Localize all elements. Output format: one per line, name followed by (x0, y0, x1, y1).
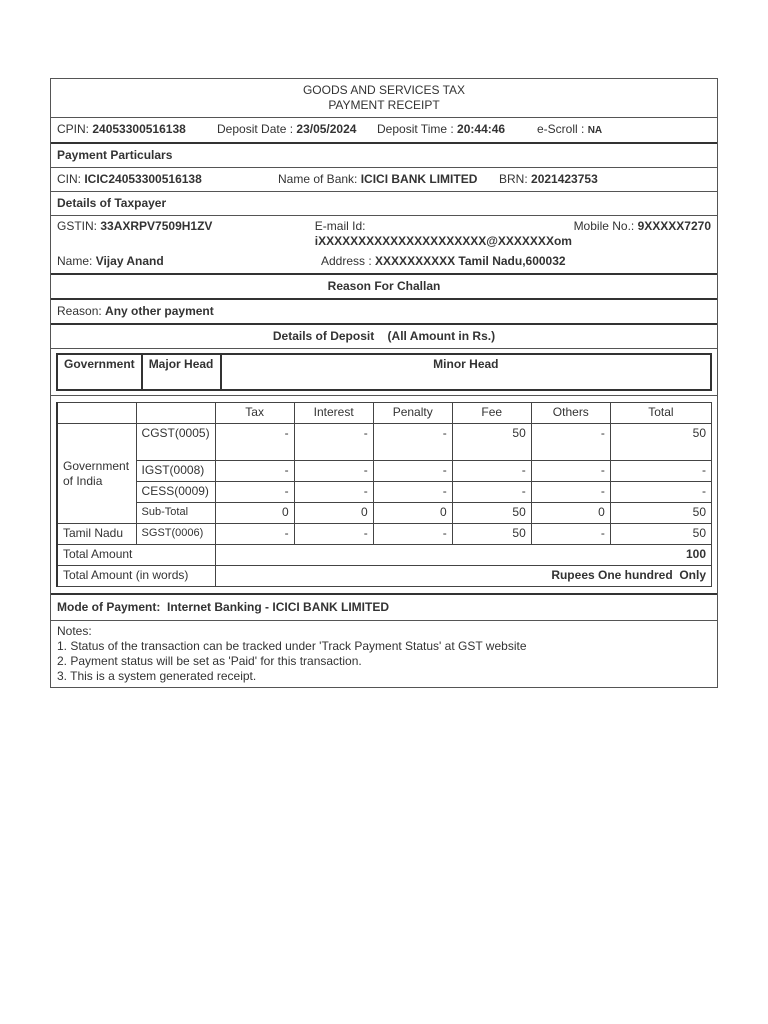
note-item: 3. This is a system generated receipt. (57, 669, 257, 683)
reason-value: Any other payment (105, 304, 214, 318)
cell: 50 (610, 503, 711, 524)
cell: - (373, 524, 452, 545)
mode-label: Mode of Payment: (57, 600, 161, 614)
deposit-table (56, 402, 712, 587)
empty-cell (136, 403, 215, 424)
table-row (57, 482, 712, 503)
table-row (57, 524, 712, 545)
cpin-field: CPIN: 24053300516138 (57, 122, 186, 136)
cell: - (215, 524, 294, 545)
gov-of-india-cell (57, 424, 136, 524)
total-words-row (57, 566, 712, 587)
cell: - (294, 461, 373, 482)
deposit-title: Details of Deposit (All Amount in Rs.) (51, 325, 717, 349)
cell: - (215, 482, 294, 503)
cin-field: CIN: ICIC24053300516138 (57, 172, 202, 186)
email-field: E-mail Id: iXXXXXXXXXXXXXXXXXXXXX@XXXXXXXom (314, 219, 572, 248)
cell: - (215, 461, 294, 482)
col-others: Others (531, 403, 610, 424)
cell: 50 (452, 524, 531, 545)
col-tax: Tax (215, 403, 294, 424)
address-field: Address : XXXXXXXXXX Tamil Nadu,600032 (321, 254, 566, 268)
cell: - (531, 482, 610, 503)
brn-field: BRN: 2021423753 (499, 172, 598, 186)
cell: - (373, 461, 452, 482)
divider (51, 587, 717, 595)
deposit-date-field: Deposit Date : 23/05/2024 (217, 122, 357, 136)
cell: 0 (531, 503, 610, 524)
notes (51, 621, 717, 687)
deposit-head-table-wrap (51, 349, 717, 396)
total-amount-value: 100 (215, 545, 711, 566)
head-government: Government (57, 354, 142, 390)
note-item: 1. Status of the transaction can be tracked under 'Track Payment Status' at GST website (57, 639, 527, 653)
escroll-field: e-Scroll : NA (537, 122, 603, 136)
cell: 50 (452, 503, 531, 524)
col-fee: Fee (452, 403, 531, 424)
total-amount-label: Total Amount (57, 545, 215, 566)
cell: - (294, 424, 373, 461)
total-amount-row (57, 545, 712, 566)
table-row (57, 461, 712, 482)
cell: - (610, 461, 711, 482)
head-minor: Minor Head (221, 354, 711, 390)
header-title: GOODS AND SERVICES TAX (302, 83, 466, 97)
cin-row (51, 168, 717, 192)
header-subtitle: PAYMENT RECEIPT (328, 98, 440, 112)
bank-field: Name of Bank: ICICI BANK LIMITED (278, 172, 478, 186)
major-sgst: SGST(0006) (136, 524, 215, 545)
cell: - (610, 482, 711, 503)
deposit-table-wrap (51, 396, 717, 587)
empty-cell (57, 403, 136, 424)
cell: - (531, 424, 610, 461)
major-igst: IGST(0008) (136, 461, 215, 482)
major-cgst: CGST(0005) (136, 424, 215, 461)
reason-row (51, 300, 717, 325)
deposit-head-table (56, 353, 712, 391)
mode-value: Internet Banking - ICICI BANK LIMITED (167, 600, 390, 614)
taxpayer-title: Details of Taxpayer (51, 192, 717, 216)
head-major: Major Head (142, 354, 221, 390)
reason-label: Reason: (57, 304, 102, 318)
payment-receipt (50, 78, 718, 688)
total-words-label: Total Amount (in words) (57, 566, 215, 587)
gov-tamil-nadu: Tamil Nadu (57, 524, 136, 545)
cell: 50 (452, 424, 531, 461)
cell: 0 (294, 503, 373, 524)
column-header-row (57, 403, 712, 424)
mobile-field: Mobile No.: 9XXXXX7270 (573, 219, 711, 233)
cell: 0 (215, 503, 294, 524)
gstin-field: GSTIN: 33AXRPV7509H1ZV (57, 219, 213, 233)
cell: 0 (373, 503, 452, 524)
cell: - (373, 482, 452, 503)
cell: 50 (610, 424, 711, 461)
col-total: Total (610, 403, 711, 424)
col-penalty: Penalty (373, 403, 452, 424)
cell: - (215, 424, 294, 461)
cell: - (531, 524, 610, 545)
receipt-header (51, 79, 717, 118)
mode-of-payment-row (51, 595, 717, 621)
gov-label: Government (63, 458, 130, 473)
subtotal-label: Sub-Total (136, 503, 215, 524)
deposit-time-field: Deposit Time : 20:44:46 (377, 122, 506, 136)
cell: - (452, 461, 531, 482)
total-words-value: Rupees One hundred Only (215, 566, 711, 587)
name-field: Name: Vijay Anand (57, 254, 164, 268)
table-row (57, 424, 712, 461)
cell: - (294, 524, 373, 545)
payment-particulars-title: Payment Particulars (51, 144, 717, 168)
cell: - (373, 424, 452, 461)
notes-title: Notes: (57, 624, 92, 638)
taxpayer-details (51, 216, 717, 275)
cell: 50 (610, 524, 711, 545)
note-item: 2. Payment status will be set as 'Paid' for this transaction. (57, 654, 362, 668)
cpin-row (51, 118, 717, 144)
reason-title: Reason For Challan (51, 275, 717, 300)
gov-label-2: of India (63, 473, 103, 488)
cell: - (294, 482, 373, 503)
col-interest: Interest (294, 403, 373, 424)
cell: - (452, 482, 531, 503)
table-row (57, 503, 712, 524)
major-cess: CESS(0009) (136, 482, 215, 503)
cell: - (531, 461, 610, 482)
